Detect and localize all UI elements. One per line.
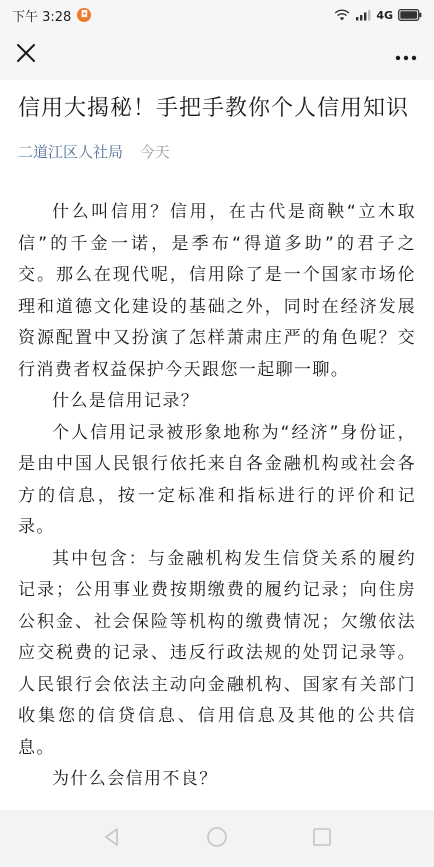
network-type: 4G — [376, 8, 393, 22]
recents-square-icon — [312, 827, 332, 851]
home-button[interactable] — [195, 817, 239, 861]
recents-button[interactable] — [300, 817, 344, 861]
close-icon — [16, 43, 36, 67]
system-nav-bar — [0, 810, 434, 867]
top-nav-bar — [0, 30, 434, 80]
article-title: 信用大揭秘！手把手教你个人信用知识 — [18, 96, 410, 121]
article-meta — [18, 142, 416, 162]
battery-icon — [398, 9, 422, 21]
article-content — [18, 197, 416, 796]
close-button[interactable] — [12, 41, 40, 69]
wifi-icon — [334, 9, 350, 21]
article-author-link[interactable]: 二道江区人社局 — [18, 143, 124, 161]
article — [0, 80, 434, 810]
more-button[interactable] — [390, 41, 422, 69]
article-paragraph: 什么是信用记录？ — [52, 391, 200, 411]
more-icon — [395, 46, 417, 65]
signal-icon — [355, 9, 371, 21]
status-time: 下午 3:28 — [12, 9, 72, 25]
back-button[interactable] — [90, 817, 134, 861]
status-bar — [0, 0, 434, 30]
status-indicators — [334, 9, 422, 22]
article-paragraph: 为什么会信用不良？ — [52, 769, 218, 789]
back-triangle-icon — [102, 827, 122, 851]
notification-icon: ◘ — [77, 8, 91, 22]
article-paragraph: 个人信用记录被形象地称为“经济”身份证，是由中国人民银行依托来自各金融机构或社会各方的信息，按一定标准和指标进行的评价和记录。 — [18, 422, 416, 537]
article-date: 今天 — [139, 143, 170, 161]
article-paragraph: 什么叫信用？信用，在古代是商鞅“立木取信”的千金一诺，是季布“得道多助”的君子之交。那么在现代呢，信用除了是一个国家市场伦理和道德文化建设的基础之外，同时在经济发展资源配置中又扮演了怎样萧肃庄严的角色呢？交行消费者权益保护今天跟您一起聊一聊。 — [18, 202, 416, 380]
home-circle-icon — [206, 826, 228, 852]
article-paragraph: 其中包含：与金融机构发生信贷关系的履约记录；公用事业费按期缴费的履约记录；向住房公积金、社会保险等机构的缴费情况；欠缴依法应交税费的记录、违反行政法规的处罚记录等。人民银行会依法主动向金融机构、国家有关部门收集您的信贷信息、信用信息及其他的公共信息。 — [18, 548, 416, 758]
